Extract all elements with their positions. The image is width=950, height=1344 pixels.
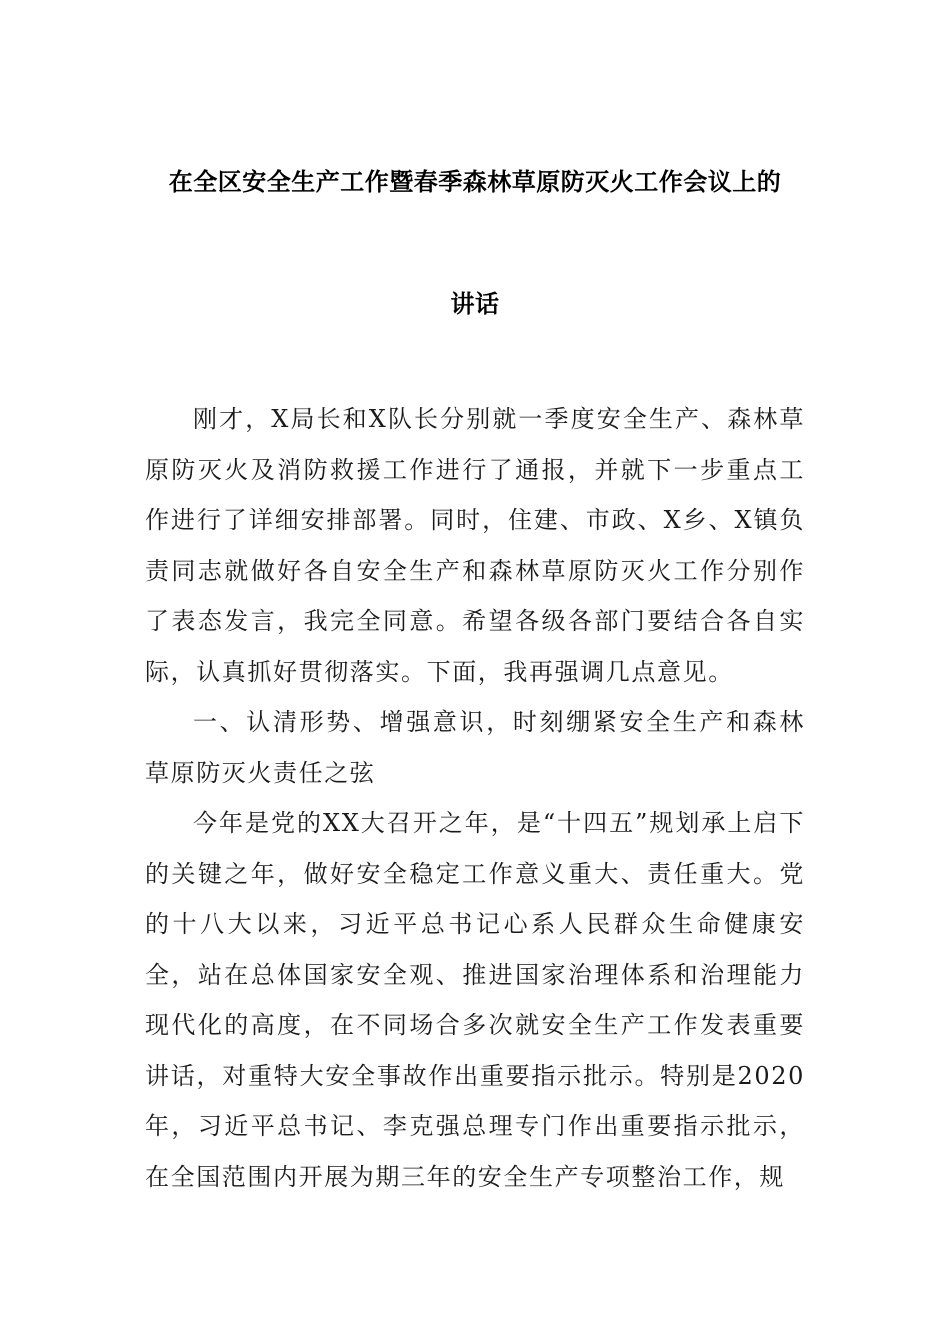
document-body xyxy=(145,394,805,1202)
document-title-line-1: 在全区安全生产工作暨春季森林草原防灭火工作会议上的 xyxy=(168,168,782,196)
paragraph-section-1-body: 今年是党的XX大召开之年，是“十四五”规划承上启下的关键之年，做好安全稳定工作意义重大、责任重大。党的十八大以来，习近平总书记心系人民群众生命健康安全，站在总体国家安全观、推进国家治理体系和治理能力现代化的高度，在不同场合多次就安全生产工作发表重要讲话，对重特大安全事故作出重要指示批示。特别是2020年，习近平总书记、李克强总理专门作出重要指示批示，在全国范围内开展为期三年的安全生产专项整治工作，规 xyxy=(145,809,805,1191)
paragraph-opening: 刚才，X局长和X队长分别就一季度安全生产、森林草原防灭火及消防救援工作进行了通报，并就下一步重点工作进行了详细安排部署。同时，住建、市政、X乡、X镇负责同志就做好各自安全生产和森林草原防灭火工作分别作了表态发言，我完全同意。希望各级各部门要结合各自实际，认真抓好贯彻落实。下面，我再强调几点意见。 xyxy=(145,405,805,686)
document-title-line-2: 讲话 xyxy=(450,290,500,318)
paragraph-section-heading-1: 一、认清形势、增强意识，时刻绷紧安全生产和森林草原防灭火责任之弦 xyxy=(145,708,805,787)
